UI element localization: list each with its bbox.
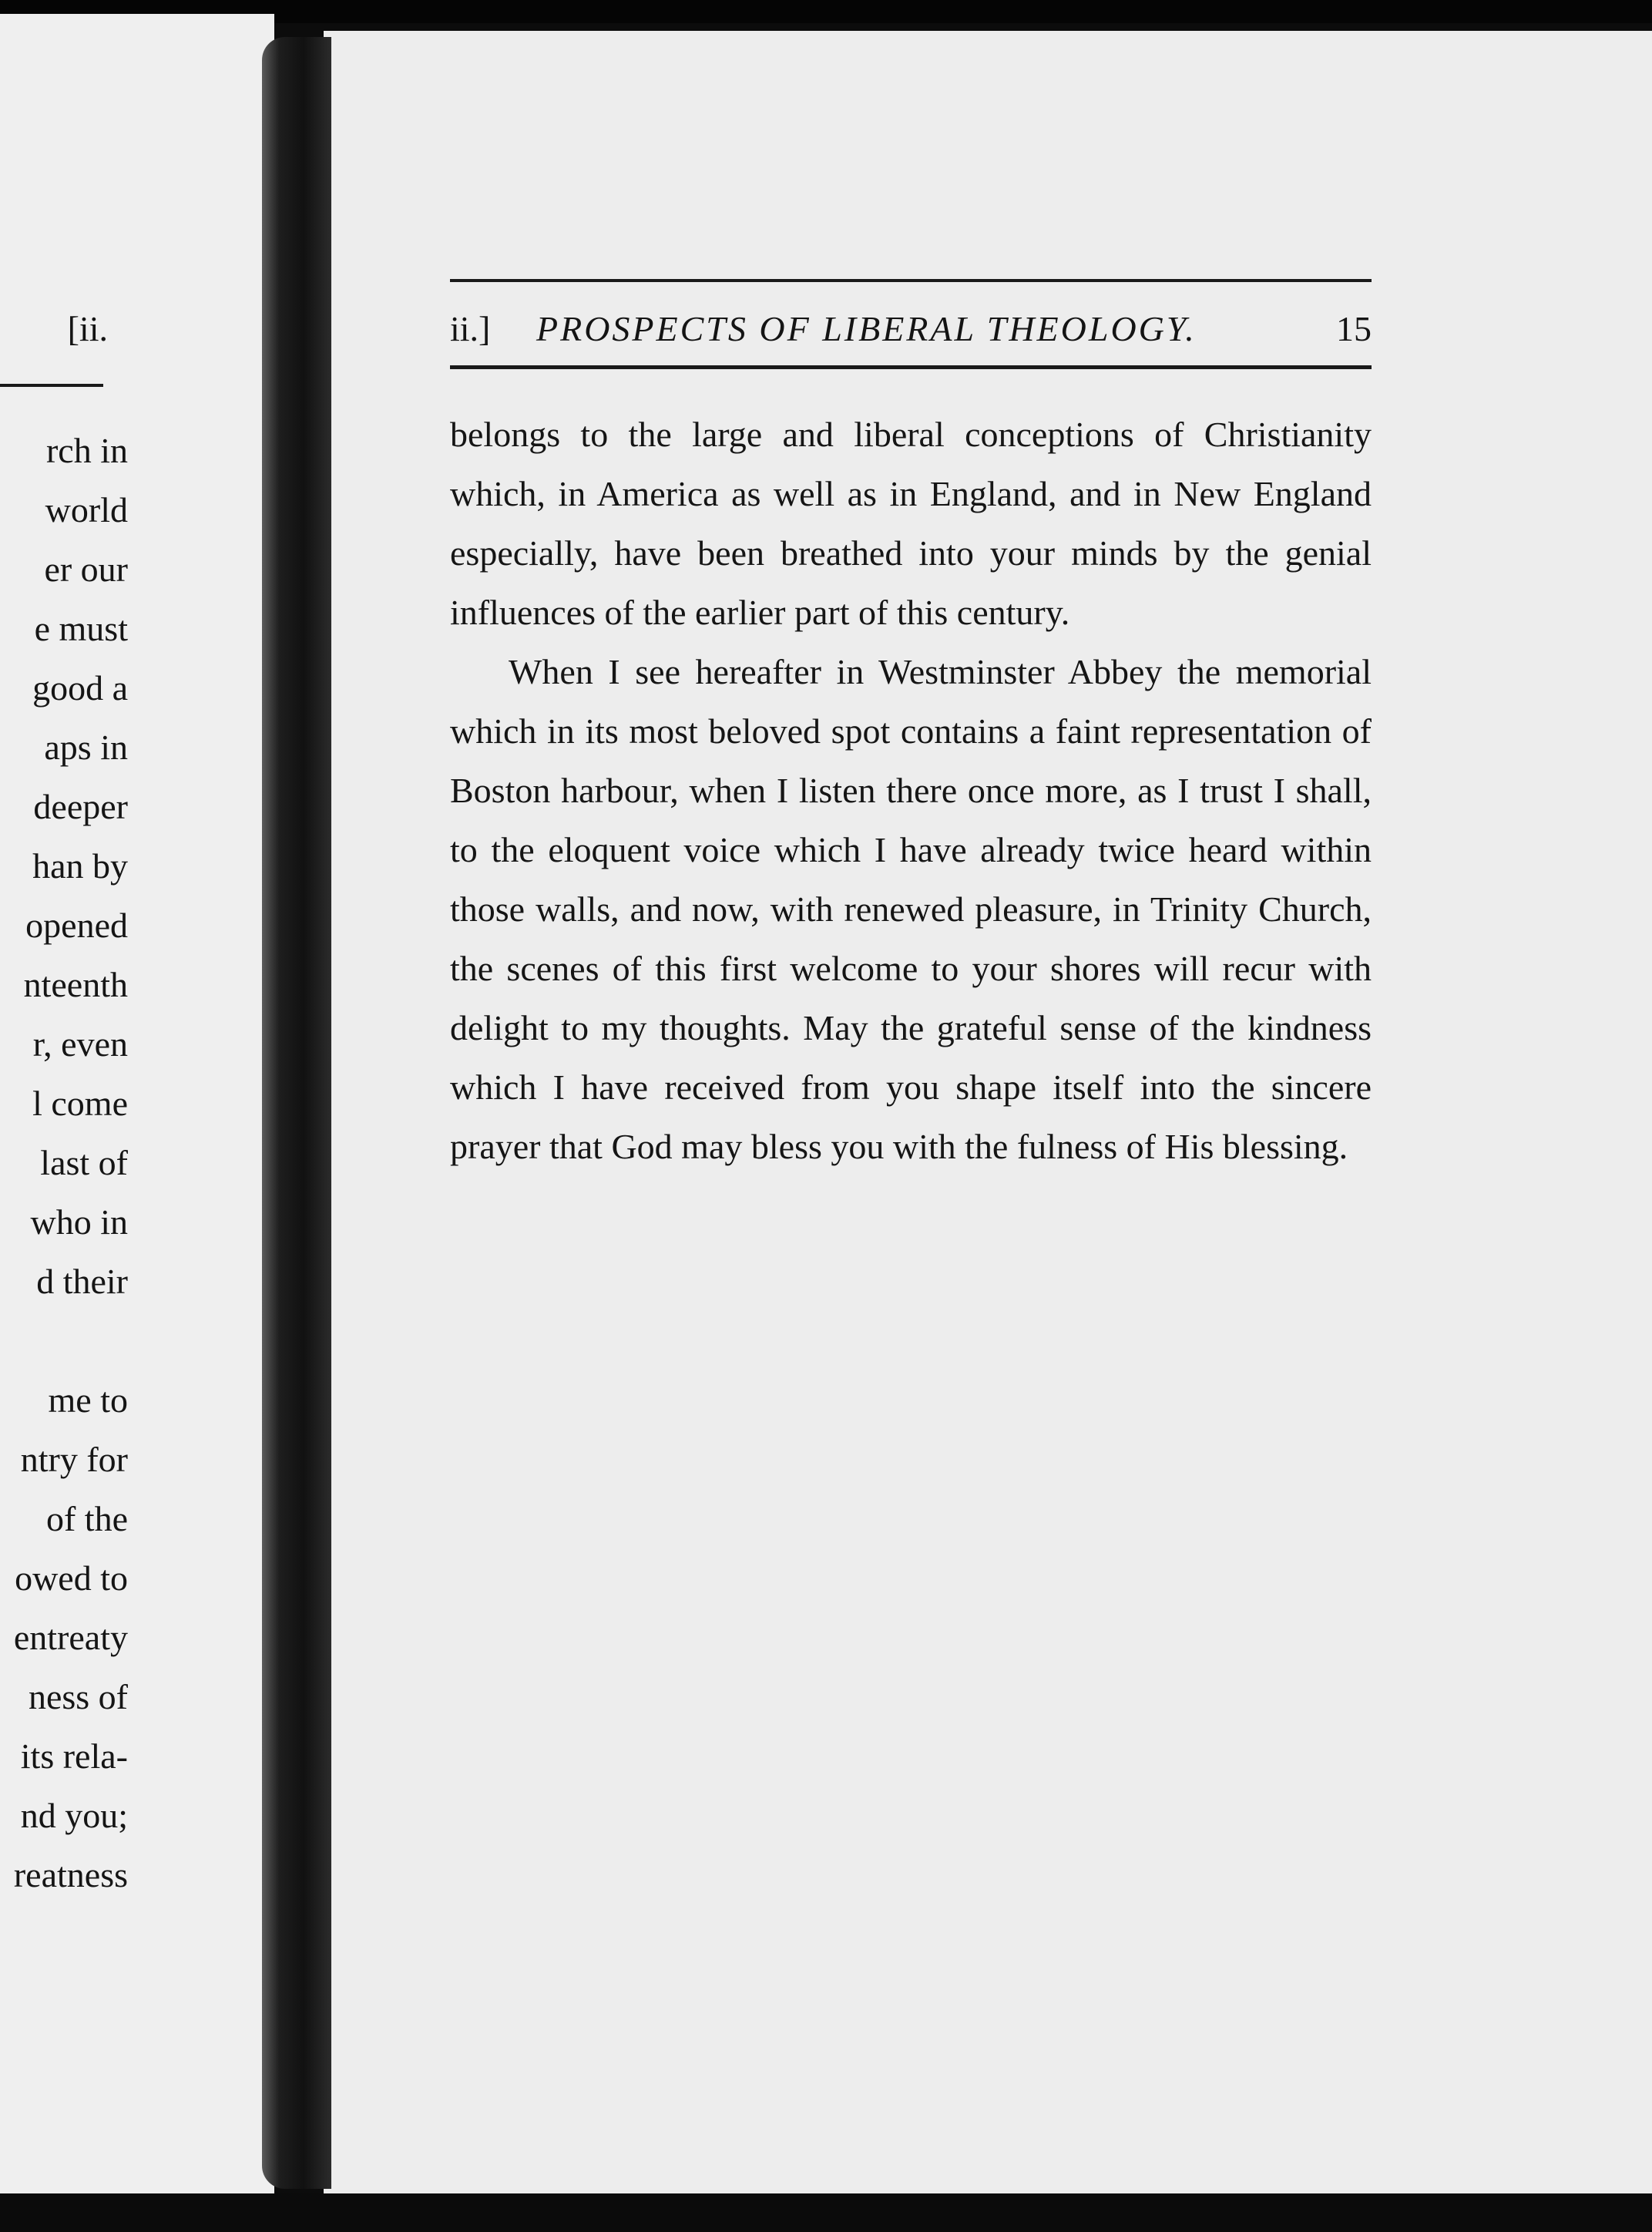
- book-gutter: [262, 37, 331, 2189]
- left-page-line: opened: [25, 906, 128, 945]
- left-page-line: er our: [44, 550, 128, 589]
- left-page-line: of the: [45, 1499, 128, 1538]
- chapter-number: ii.]: [450, 309, 491, 348]
- left-page-line: deeper: [33, 787, 128, 826]
- left-page-line: world: [45, 490, 128, 529]
- left-page-line: reatness: [13, 1855, 128, 1894]
- left-page-line: nd you;: [20, 1796, 128, 1835]
- left-page-line: last of: [40, 1143, 128, 1182]
- left-page-line: d their: [36, 1262, 128, 1301]
- left-page-line: aps in: [44, 728, 128, 767]
- left-page-line: ness of: [28, 1677, 128, 1716]
- left-page-line: owed to: [15, 1558, 128, 1598]
- left-page-line: who in: [30, 1202, 128, 1242]
- running-head-rule-top: [450, 279, 1372, 282]
- running-head-rule-bottom: [450, 365, 1372, 369]
- left-page-header: [ii.: [67, 309, 108, 348]
- left-page-line: l come: [32, 1084, 128, 1123]
- left-page-line: good a: [32, 668, 128, 708]
- left-page-line: entreaty: [13, 1618, 128, 1657]
- paragraph-1: belongs to the large and liberal conceptions of Christianity which, in America as well as in England, and in New England especially, have been breathed into your minds by the genial influences of the earlier part of this century.: [450, 415, 1372, 632]
- left-page-line: [0, 1311, 128, 1370]
- running-title: PROSPECTS OF LIBERAL THEOLOGY.: [536, 309, 1197, 348]
- page-number: 15: [1336, 309, 1372, 348]
- left-page-line: me to: [48, 1380, 128, 1420]
- left-page-line: ntry for: [20, 1440, 128, 1479]
- left-page-line: its rela-: [20, 1736, 128, 1776]
- left-page: [0, 14, 274, 2203]
- left-page-line: r, even: [32, 1024, 128, 1064]
- left-page-text: [0, 421, 128, 1904]
- body-text: [450, 405, 1372, 1176]
- left-page-header-rule: [0, 384, 103, 387]
- running-head-text: [450, 302, 1372, 356]
- scan-bottom-edge: [0, 2193, 1652, 2232]
- left-page-line: nteenth: [23, 965, 128, 1004]
- running-head: [450, 279, 1372, 376]
- paragraph-2: When I see hereafter in Westminster Abbey the memorial which in its most beloved spot contains a faint representation of Boston harbour, when I listen there once more, as I trust I shall, to the eloquent voice which I have already twice heard within those walls, and now, with renewed pleasure, in Trinity Church, the scenes of this first welcome to your shores will recur with delight to my thoughts. May the grateful sense of the kindness which I have received from you shape itself into the sincere prayer that God may bless you with the fulness of His blessing.: [450, 652, 1372, 1166]
- left-page-line: han by: [32, 846, 128, 886]
- left-page-line: rch in: [45, 431, 128, 470]
- left-page-line: e must: [34, 609, 128, 648]
